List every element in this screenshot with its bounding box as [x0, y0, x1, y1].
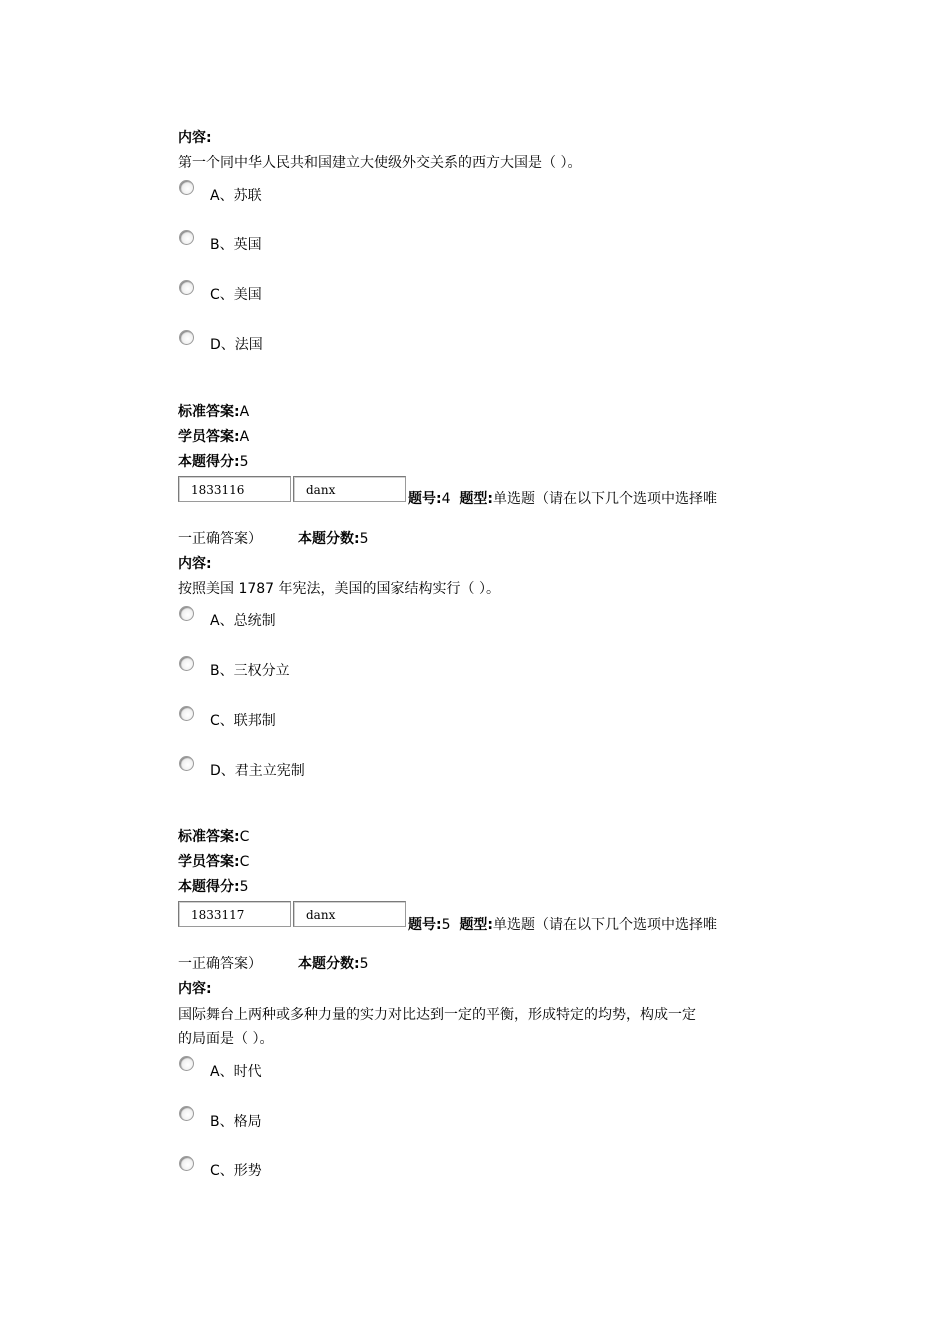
- question-type-code-field[interactable]: danx: [293, 476, 406, 502]
- score-got-value: 5: [239, 454, 249, 470]
- question-type-label: 题型:: [459, 917, 494, 933]
- question-id-field[interactable]: 1833117: [178, 901, 291, 927]
- option-b-label: B、格局: [210, 1114, 262, 1130]
- question-type-label: 题型:: [459, 491, 494, 507]
- score-got-label: 本题得分:: [178, 879, 240, 895]
- question-meta-cont: [178, 954, 369, 974]
- question-text-cont: 的局面是（ ）。: [178, 1031, 274, 1047]
- student-answer-value: A: [239, 429, 250, 445]
- question-type-value-cont: 一正确答案）: [178, 531, 262, 547]
- radio-option-b[interactable]: [179, 230, 194, 245]
- question-number-value: 5: [441, 917, 451, 933]
- standard-answer: [178, 827, 249, 847]
- question-number-label: 题号:: [408, 491, 442, 507]
- radio-option-a[interactable]: [179, 180, 194, 195]
- score-got-value: 5: [239, 879, 249, 895]
- question-score-value: 5: [359, 531, 369, 547]
- option-b-label: B、三权分立: [210, 663, 290, 679]
- option-c-label: C、形势: [210, 1163, 262, 1179]
- radio-option-c[interactable]: [179, 1156, 194, 1171]
- question-meta-cont: [178, 529, 369, 549]
- option-c-label: C、美国: [210, 287, 262, 303]
- option-d-label: D、法国: [210, 337, 263, 353]
- question-score-label: 本题分数:: [298, 956, 360, 972]
- radio-option-a[interactable]: [179, 606, 194, 621]
- score-got-label: 本题得分:: [178, 454, 240, 470]
- radio-option-d[interactable]: [179, 756, 194, 771]
- question-type-value: 单选题（请在以下几个选项中选择唯: [493, 917, 718, 933]
- option-d-label: D、君主立宪制: [210, 763, 305, 779]
- question-score-label: 本题分数:: [298, 531, 360, 547]
- question-id-field[interactable]: 1833116: [178, 476, 291, 502]
- standard-answer-value: C: [239, 829, 250, 845]
- option-a-label: A、苏联: [210, 188, 262, 204]
- question-number-label: 题号:: [408, 917, 442, 933]
- content-label: 内容:: [178, 556, 212, 572]
- question-text: 按照美国 1787 年宪法，美国的国家结构实行（ ）。: [178, 581, 500, 597]
- question-type-value-cont: 一正确答案）: [178, 956, 262, 972]
- question-text: 国际舞台上两种或多种力量的实力对比达到一定的平衡，形成特定的均势，构成一定: [178, 1007, 696, 1023]
- question-number-value: 4: [441, 491, 451, 507]
- question-score-value: 5: [359, 956, 369, 972]
- standard-answer-value: A: [239, 404, 250, 420]
- option-a-label: A、总统制: [210, 613, 276, 629]
- student-answer-value: C: [239, 854, 250, 870]
- radio-option-c[interactable]: [179, 280, 194, 295]
- option-a-label: A、时代: [210, 1064, 262, 1080]
- content-label: 内容:: [178, 130, 212, 146]
- question-meta: [408, 915, 717, 935]
- question-type-value: 单选题（请在以下几个选项中选择唯: [493, 491, 718, 507]
- student-answer-label: 学员答案:: [178, 429, 240, 445]
- radio-option-b[interactable]: [179, 656, 194, 671]
- student-answer: [178, 427, 249, 447]
- standard-answer: [178, 402, 249, 422]
- radio-option-a[interactable]: [179, 1056, 194, 1071]
- student-answer-label: 学员答案:: [178, 854, 240, 870]
- question-text: 第一个同中华人民共和国建立大使级外交关系的西方大国是（ ）。: [178, 155, 582, 171]
- radio-option-d[interactable]: [179, 330, 194, 345]
- option-b-label: B、英国: [210, 237, 262, 253]
- question-type-code-field[interactable]: danx: [293, 901, 406, 927]
- radio-option-c[interactable]: [179, 706, 194, 721]
- content-label: 内容:: [178, 981, 212, 997]
- standard-answer-label: 标准答案:: [178, 404, 240, 420]
- standard-answer-label: 标准答案:: [178, 829, 240, 845]
- option-c-label: C、联邦制: [210, 713, 276, 729]
- question-meta: [408, 489, 717, 509]
- student-answer: [178, 852, 249, 872]
- score-got: [178, 877, 249, 897]
- score-got: [178, 452, 249, 472]
- radio-option-b[interactable]: [179, 1106, 194, 1121]
